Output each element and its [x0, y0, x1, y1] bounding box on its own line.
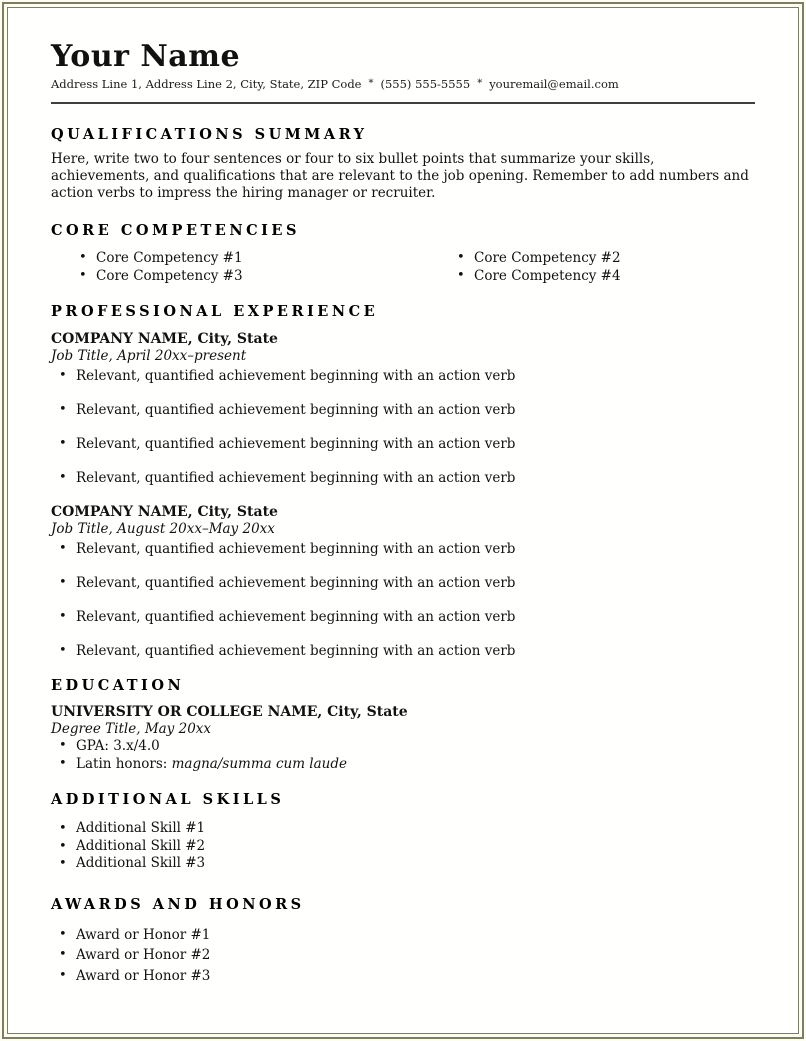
list-item	[51, 643, 755, 659]
school-name: UNIVERSITY OR COLLEGE NAME, City, State	[51, 704, 408, 720]
bullet-icon: •	[59, 402, 67, 417]
list-item	[51, 249, 429, 267]
bullet-icon: •	[59, 541, 67, 556]
list-item	[51, 966, 755, 987]
bullet-icon: •	[457, 250, 465, 265]
list-item	[51, 838, 755, 856]
qualifications-body: Here, write two to four sentences or four to six bullet points that summarize your skills, achievements, and qualifications that are relevant to the job opening. Remember to add numbers and action verbs to impress the hiring manager or recruiter.	[51, 151, 749, 201]
bullet-icon: •	[59, 575, 67, 590]
skills-list	[51, 820, 755, 873]
list-item	[51, 925, 755, 946]
bullet-icon: •	[79, 268, 87, 283]
education-detail-list	[51, 737, 755, 773]
page-border-inner	[7, 7, 799, 1034]
bullet-icon: •	[59, 756, 67, 771]
achievement-list	[51, 368, 755, 486]
core-competencies-heading: CORE COMPETENCIES	[51, 222, 300, 239]
bullet-icon: •	[59, 838, 67, 854]
list-item	[51, 945, 755, 966]
competency-text: Core Competency #1	[96, 250, 243, 266]
award-text: Award or Honor #3	[76, 967, 211, 984]
bullet-icon: •	[59, 738, 67, 753]
section-additional-skills	[51, 791, 755, 873]
honors-value: magna/summa cum laude	[171, 756, 347, 772]
company-name: COMPANY NAME, City, State	[51, 504, 278, 520]
page-border-outer	[2, 2, 804, 1039]
award-text: Award or Honor #1	[76, 926, 211, 943]
list-item	[51, 755, 755, 773]
list-item	[51, 436, 755, 452]
bullet-icon: •	[59, 947, 67, 962]
list-item	[51, 402, 755, 418]
achievement-text: Relevant, quantified achievement beginning with an action verb	[76, 368, 516, 384]
competency-text: Core Competency #2	[474, 250, 621, 266]
list-item	[429, 267, 755, 285]
bullet-icon: •	[59, 643, 67, 658]
bullet-icon: •	[79, 250, 87, 265]
competency-text: Core Competency #4	[474, 268, 621, 284]
email-text: youremail@email.com	[489, 77, 619, 91]
phone-text: (555) 555-5555	[380, 77, 471, 91]
contact-line	[51, 76, 755, 92]
experience-heading: PROFESSIONAL EXPERIENCE	[51, 303, 379, 320]
achievement-text: Relevant, quantified achievement beginning with an action verb	[76, 541, 516, 557]
award-text: Award or Honor #2	[76, 947, 211, 963]
company-name: COMPANY NAME, City, State	[51, 331, 278, 347]
achievement-text: Relevant, quantified achievement beginning with an action verb	[76, 402, 516, 418]
list-item	[51, 368, 755, 384]
bullet-icon: •	[59, 368, 67, 383]
section-awards-honors	[51, 896, 755, 987]
list-item	[51, 541, 755, 557]
section-core-competencies	[51, 222, 755, 285]
list-item	[51, 820, 755, 838]
skill-text: Additional Skill #3	[76, 855, 206, 871]
bullet-icon: •	[59, 470, 67, 485]
qualifications-heading: QUALIFICATIONS SUMMARY	[51, 126, 368, 143]
bullet-icon: •	[59, 436, 67, 451]
competency-text: Core Competency #3	[96, 268, 243, 284]
achievement-text: Relevant, quantified achievement beginning with an action verb	[76, 470, 516, 486]
degree-title: Degree Title, May 20xx	[51, 721, 212, 737]
awards-list	[51, 925, 755, 987]
list-item	[51, 470, 755, 486]
additional-skills-heading: ADDITIONAL SKILLS	[51, 791, 285, 808]
section-qualifications-summary	[51, 126, 755, 202]
asterisk-separator-icon: *	[368, 78, 374, 89]
experience-entry	[51, 504, 755, 659]
achievement-text: Relevant, quantified achievement beginning with an action verb	[76, 436, 516, 452]
header-divider	[51, 102, 755, 104]
bullet-icon: •	[59, 609, 67, 624]
skill-text: Additional Skill #1	[76, 820, 206, 836]
list-item	[51, 737, 755, 755]
section-professional-experience	[51, 303, 755, 659]
list-item	[51, 575, 755, 591]
awards-heading: AWARDS AND HONORS	[51, 895, 305, 913]
achievement-list	[51, 541, 755, 659]
bullet-icon: •	[457, 268, 465, 283]
achievement-text: Relevant, quantified achievement beginning with an action verb	[76, 575, 516, 591]
experience-entry	[51, 331, 755, 486]
bullet-icon: •	[59, 856, 67, 871]
asterisk-separator-icon: *	[477, 78, 483, 89]
honors-label: Latin honors:	[76, 756, 172, 772]
bullet-icon: •	[59, 821, 67, 836]
resume-header	[51, 40, 755, 104]
education-heading: EDUCATION	[51, 677, 185, 694]
bullet-icon: •	[59, 926, 67, 942]
section-education	[51, 677, 755, 773]
achievement-text: Relevant, quantified achievement beginning with an action verb	[76, 643, 516, 659]
bullet-icon: •	[59, 967, 67, 983]
gpa-text: GPA: 3.x/4.0	[76, 738, 160, 754]
job-title: Job Title, April 20xx–present	[51, 348, 247, 364]
list-item	[51, 855, 755, 873]
job-title: Job Title, August 20xx–May 20xx	[51, 521, 275, 537]
list-item	[51, 267, 429, 285]
core-competencies-list	[51, 249, 755, 285]
achievement-text: Relevant, quantified achievement beginning with an action verb	[76, 609, 516, 625]
address-text: Address Line 1, Address Line 2, City, State, ZIP Code	[51, 77, 362, 91]
list-item	[51, 609, 755, 625]
candidate-name: Your Name	[51, 39, 241, 74]
skill-text: Additional Skill #2	[76, 837, 206, 854]
list-item	[429, 249, 755, 267]
